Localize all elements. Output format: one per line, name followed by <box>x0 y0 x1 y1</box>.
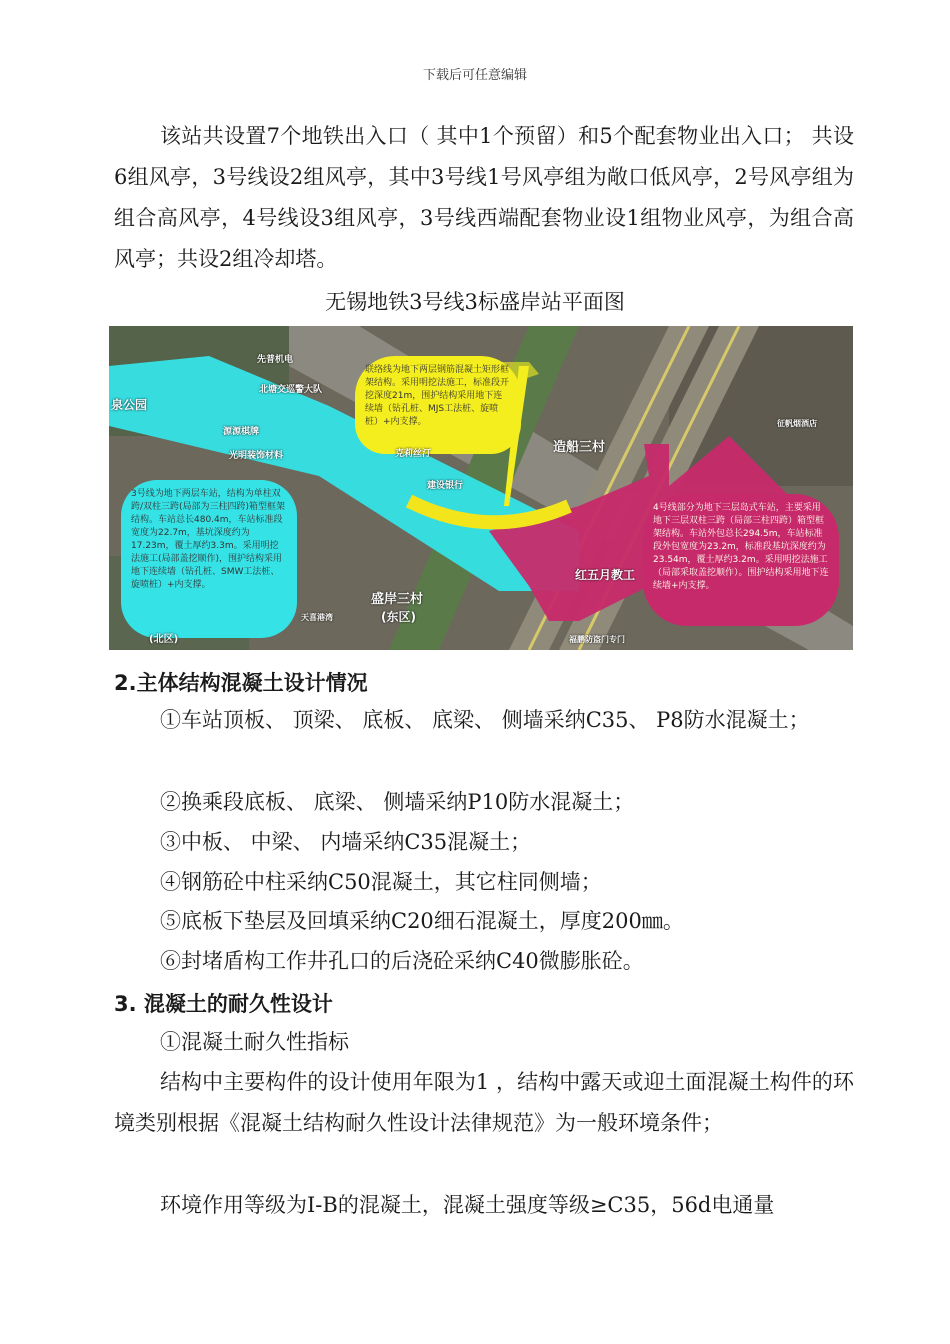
section-2-item-4: ④钢筋砼中柱采纳C50混凝土，其它柱同侧墙； <box>160 870 602 894</box>
place-label-g: 北塘交巡警大队 <box>259 385 323 395</box>
place-label-i: 建设银行 <box>427 481 464 491</box>
place-label-c: 盛岸三村 <box>371 592 424 607</box>
place-label-a: 造船三村 <box>553 440 606 455</box>
place-label-b: 红五月教工 <box>575 568 636 582</box>
section-3-subheading: ①混凝土耐久性指标 <box>160 1030 349 1054</box>
station-plan-map <box>109 326 853 650</box>
page-header: 下载后可任意编辑 <box>422 68 527 83</box>
section-2-item-5: ⑤底板下垫层及回填采纳C20细石混凝土，厚度200㎜。 <box>160 909 684 933</box>
place-label-k: 征帆烟酒店 <box>777 419 817 428</box>
section-2-item-6: ⑥封堵盾构工作井孔口的后浇砼采纳C40微膨胀砼。 <box>160 949 644 973</box>
place-label-e: 泉公园 <box>111 398 148 412</box>
section-2-item-1: ①车站顶板、 顶梁、 底板、 底梁、 侧墙采纳C35、 P8防水混凝土； <box>160 708 810 732</box>
place-label-m: 福鹏防盗门专门 <box>569 635 625 644</box>
figure-caption: 无锡地铁3号线3标盛岸站平面图 <box>325 290 625 314</box>
section-3-paragraph-1: 结构中主要构件的设计使用年限为1 ，结构中露天或迎土面混凝土构件的环境类别根据《混凝土结构耐久性设计法律规范》为一般环境条件； <box>114 1070 854 1135</box>
section-3-heading: 3. 混凝土的耐久性设计 <box>114 992 333 1016</box>
place-label-o: 天喜港湾 <box>301 613 333 622</box>
section-2-item-2: ②换乘段底板、 底梁、 侧墙采纳P10防水混凝土； <box>160 790 635 814</box>
place-label-f: 先普机电 <box>257 355 294 365</box>
section-2-heading: 2.主体结构混凝土设计情况 <box>114 671 368 695</box>
intro-paragraph: 该站共设置7个地铁出入口（ 其中1个预留）和5个配套物业出入口； 共设6组风亭，3号线设2组风亭，其中3号线1号风亭组为敞口低风亭，2号风亭组为组合高风亭，4号线设3组风亭，3号线西端配套物业设1组物业风亭，为组合高风亭；共设2组冷却塔。 <box>114 124 854 271</box>
place-label-l: (北区) <box>149 634 179 645</box>
section-2-item-3: ③中板、 中梁、 内墙采纳C35混凝土； <box>160 830 532 854</box>
place-label-d: (东区) <box>381 610 416 624</box>
connector-line-note: 联络线为地下两层钢筋混凝土矩形框架结构。采用明挖法施工，标准段开挖深度21m，围护结构采用地下连续墙（钻孔桩、MJS工法桩、旋喷桩）+内支撑。 <box>355 356 521 454</box>
place-label-j: 克莉丝汀 <box>395 449 432 459</box>
line-4-station-note: 4号线部分为地下三层岛式车站，主要采用地下三层双柱三跨（局部三柱四跨）箱型框架结构。车站外包总长294.5m，车站标准段外包宽度为23.2m，标准段基坑深度约为23.54m，覆土厚约3.2m。采用明挖法施工（局部采取盖挖顺作）。围护结构采用地下连续墙+内支撑。 <box>643 494 839 626</box>
section-3-paragraph-2: 环境作用等级为Ⅰ-B的混凝土，混凝土强度等级≥C35，56d电通量 <box>160 1193 775 1217</box>
place-label-h: 光明装饰材料 <box>229 451 284 461</box>
place-label-n: 源源棋牌 <box>223 427 260 437</box>
line-3-station-note: 3号线为地下两层车站，结构为单柱双跨/双柱三跨(局部为三柱四跨)箱型框架结构。车站总长480.4m，车站标准段宽度为22.7m，基坑深度约为17.23m，覆土厚约3.3m。采用明挖法施工(局部盖挖顺作)，围护结构采用地下连续墙（钻孔桩、SMW工法桩、旋喷桩）+内支撑。 <box>121 480 297 638</box>
